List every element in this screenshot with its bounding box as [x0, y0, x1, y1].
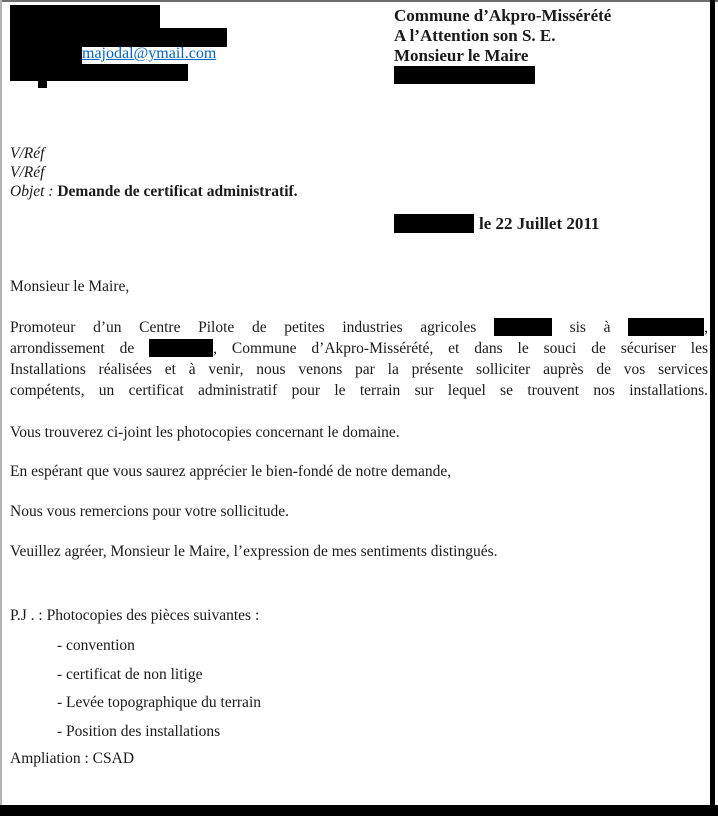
attachment-item: - convention — [57, 637, 135, 654]
attachments-intro: P.J . : Photocopies des pièces suivantes : — [10, 607, 260, 624]
attachment-item: - certificat de non litige — [57, 666, 203, 683]
salutation: Monsieur le Maire, — [10, 278, 130, 295]
page-edge-top — [0, 0, 718, 2]
attachment-item: - Levée topographique du terrain — [57, 694, 261, 711]
body-paragraph-3: En espérant que vous saurez apprécier le bien-fondé de notre demande, — [10, 463, 452, 480]
objet-label: Objet : — [10, 183, 54, 200]
page-edge-right — [710, 0, 715, 816]
redaction-sender-tail — [38, 81, 47, 88]
date-line — [394, 214, 599, 235]
redaction-sender-line3-left — [10, 47, 82, 64]
redaction-inline — [494, 318, 552, 336]
ref-objet-line — [10, 182, 298, 202]
recipient-maire: Monsieur le Maire — [394, 46, 529, 65]
recipient-attention: A l’Attention son S. E. — [394, 26, 556, 45]
body-paragraph-5: Veuillez agréer, Monsieur le Maire, l’expression de mes sentiments distingués. — [10, 543, 498, 560]
recipient-block — [394, 6, 611, 66]
paragraph-line: Promoteur d’un Centre Pilote de petites industries agricoles sis à , — [10, 319, 708, 336]
paragraph-line: compétents, un certificat administratif pour le terrain sur lequel se trouvent nos installations. — [10, 382, 708, 399]
redaction-sender-line1 — [10, 5, 160, 28]
redaction-sender-line4 — [10, 64, 188, 81]
paragraph-line: Installations réalisées et à venir, nous venons par la présente solliciter auprès de vos services — [10, 361, 708, 378]
body-paragraph-1 — [10, 317, 708, 401]
body-paragraph-2: Vous trouverez ci-joint les photocopies concernant le domaine. — [10, 424, 400, 441]
date-text: le 22 Juillet 2011 — [479, 214, 600, 233]
attachment-item: - Position des installations — [57, 723, 221, 740]
page-edge-bottom — [0, 805, 718, 816]
ref-vref-2: V/Réf — [10, 164, 45, 181]
ampliation: Ampliation : CSAD — [10, 750, 135, 767]
objet-value: Demande de certificat administratif. — [57, 183, 298, 200]
redaction-place — [394, 214, 474, 233]
redaction-inline — [628, 318, 704, 336]
redaction-inline — [149, 339, 213, 357]
ref-vref-1: V/Réf — [10, 145, 45, 162]
paragraph-line: arrondissement de , Commune d’Akpro-Missérété, et dans le souci de sécuriser les — [10, 340, 708, 357]
recipient-commune: Commune d’Akpro-Missérété — [394, 6, 612, 25]
page-edge-left — [0, 0, 2, 816]
body-paragraph-4: Nous vous remercions pour votre sollicitude. — [10, 503, 289, 520]
redaction-recipient — [394, 66, 535, 84]
sender-email-link[interactable]: majodal@ymail.com — [82, 45, 217, 62]
